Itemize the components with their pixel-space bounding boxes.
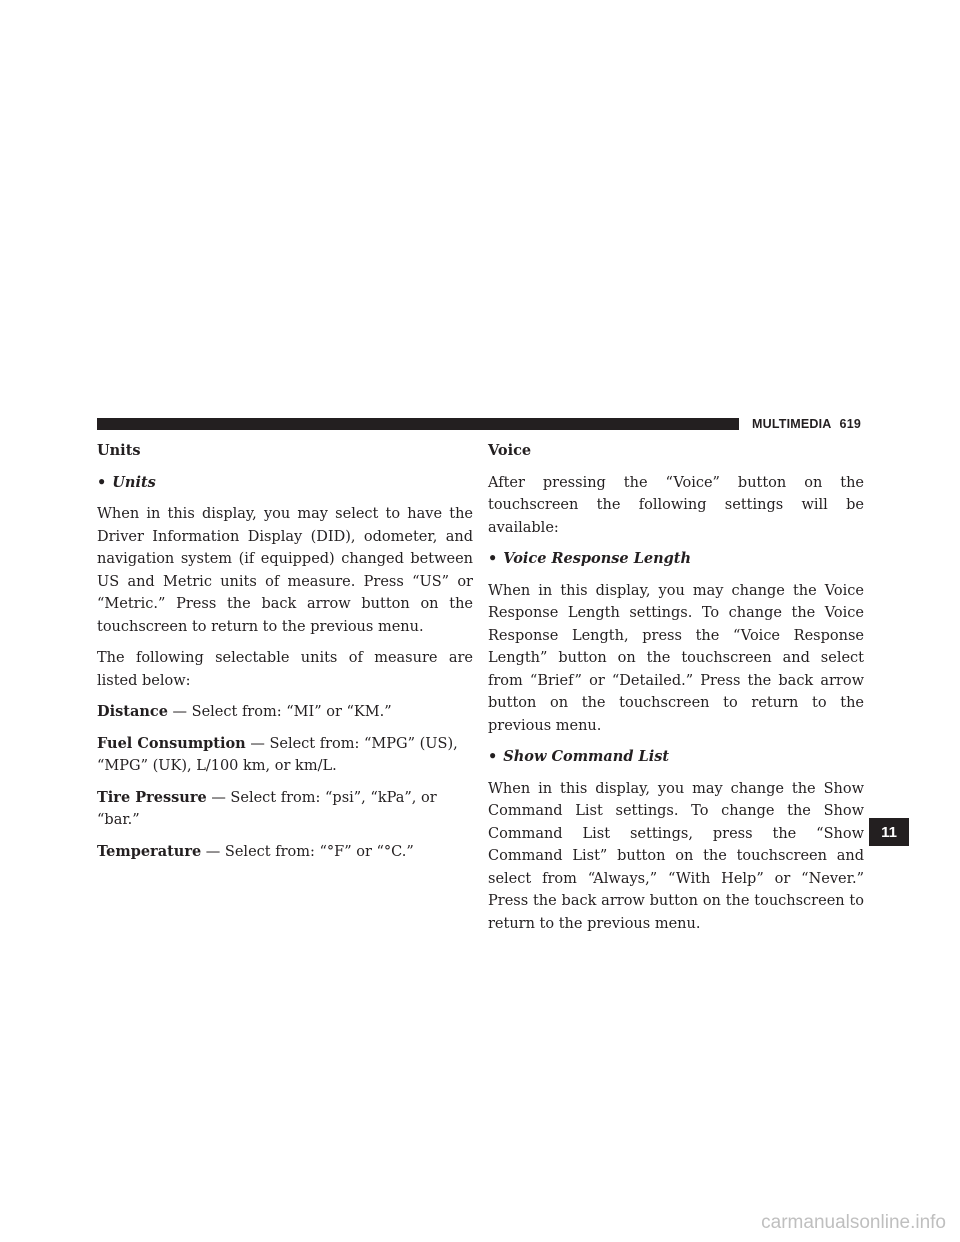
unit-options: — Select from: “MPG” (US), “MPG” (UK), L/100 km, or km/L.: [97, 735, 458, 774]
voice-response-length-bullet: [488, 548, 864, 571]
units-paragraph: When in this display, you may select to have the Driver Information Display (DID), odometer, and navigation system (if equipped) changed between US and Metric units of measure. Press “US” or “Metric.” Press the back arrow button on the touchscreen to return to the previous menu.: [97, 506, 473, 635]
unit-options: — Select from: “MI” or “KM.”: [167, 704, 392, 720]
bullet-label: Show Command List: [503, 748, 670, 765]
unit-options: — Select from: “°F” or “°C.”: [201, 843, 414, 860]
unit-item-fuel-consumption: [97, 733, 473, 778]
show-command-list-paragraph: When in this display, you may change the Show Command List settings. To change the Show Command List settings, press the “Show Command List” button on the touchscreen and select from “Always,” “With Help” or “Never.” Press the back arrow button on the touchscreen to return to the previous menu.: [488, 780, 864, 932]
right-column: [488, 440, 864, 944]
unit-item-distance: [97, 701, 473, 724]
bullet-dot: •: [488, 550, 498, 567]
left-column: [97, 440, 473, 872]
voice-intro: After pressing the “Voice” button on the touchscreen the following settings will be available:: [488, 474, 864, 536]
chapter-tab: 11: [869, 818, 909, 846]
unit-term: Tire Pressure: [97, 788, 207, 806]
show-command-list-bullet: [488, 746, 864, 769]
unit-item-temperature: [97, 841, 473, 864]
section-title: MULTIMEDIA: [752, 417, 832, 431]
watermark: carmanualsonline.info: [761, 1212, 946, 1233]
units-bullet: [97, 472, 473, 495]
bullet-dot: •: [488, 748, 498, 765]
running-header: [752, 417, 861, 431]
voice-heading: Voice: [488, 442, 532, 459]
bullet-dot: •: [97, 473, 107, 491]
unit-term: Temperature: [97, 842, 202, 860]
units-heading: Units: [97, 442, 141, 459]
page-number: 619: [839, 417, 862, 431]
unit-options: — Select from: “psi”, “kPa”, or “bar.”: [97, 789, 437, 828]
voice-response-length-paragraph: When in this display, you may change the Voice Response Length settings. To change the Voice Response Length, press the “Voice Response Length” button on the touchscreen and select from “Brief” or “Detailed.” Press the back arrow button on the touchscreen to return to the previous menu.: [488, 582, 864, 734]
bullet-label: Voice Response Length: [503, 550, 692, 567]
units-list-intro: The following selectable units of measure are listed below:: [97, 650, 473, 689]
unit-item-tire-pressure: [97, 787, 473, 832]
bullet-label: Units: [112, 473, 156, 491]
header-rule: [97, 418, 739, 430]
unit-term: Distance: [97, 703, 168, 720]
unit-term: Fuel Consumption: [97, 734, 246, 752]
